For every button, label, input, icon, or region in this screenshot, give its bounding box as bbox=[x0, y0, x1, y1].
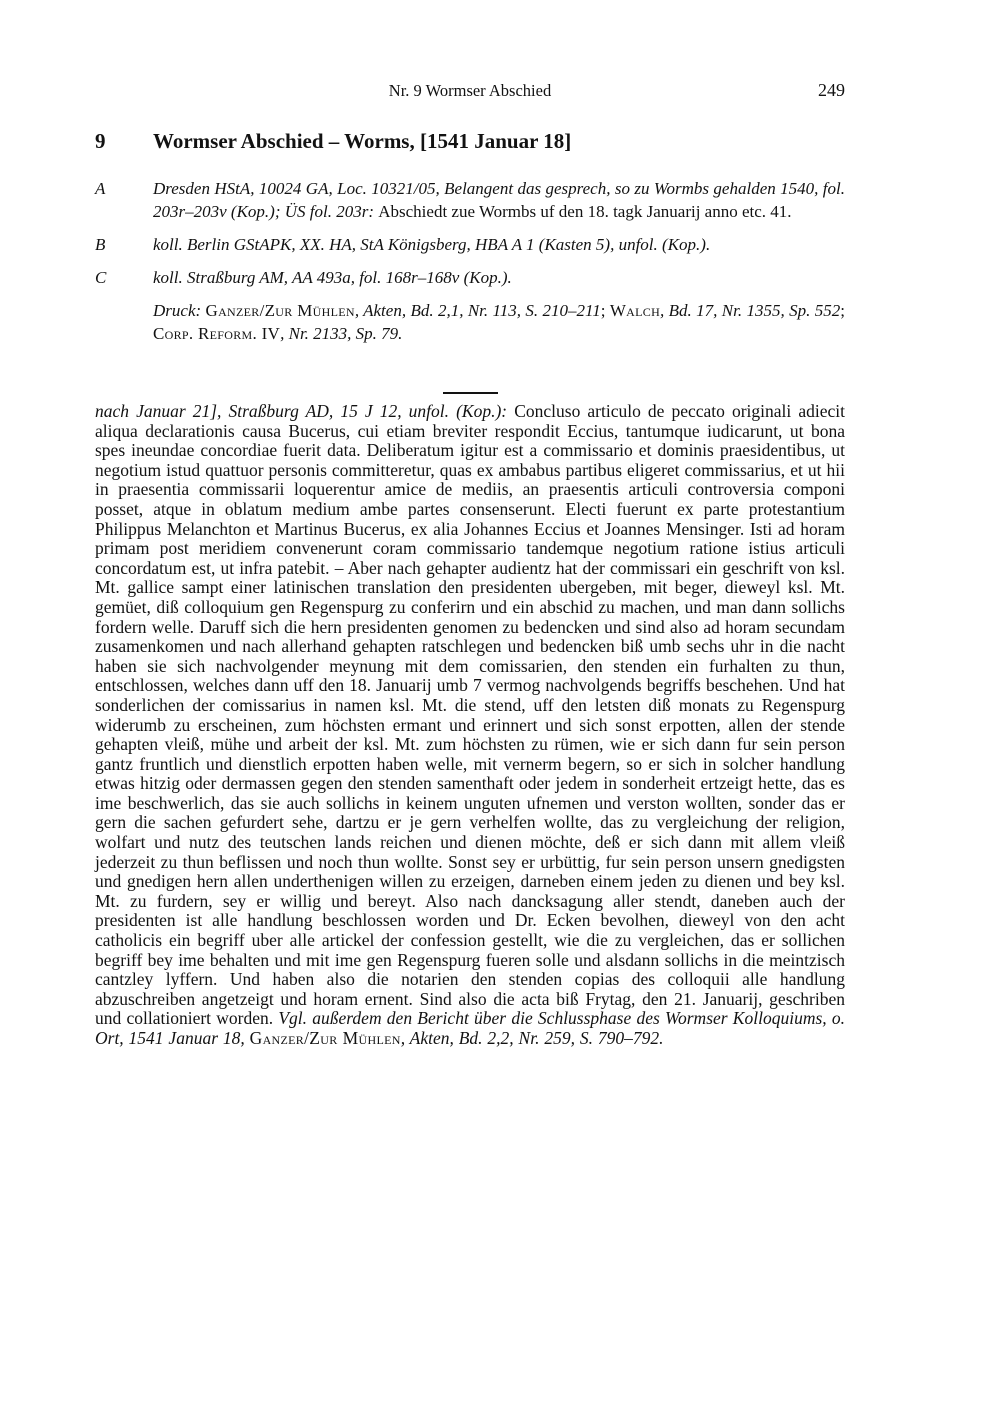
footnote-text: nach Januar 21], Straßburg AD, 15 J 12, unfol. (Kop.): Concluso articulo de peccato originali adiecit aliqua declarationis causa Bucerus, cui etiam breviter respondit Eccius, tantumque iudicarunt, ut bona spes ineundae concordiae fuerit data. Deliberatum igitur est a commissario et dominis praesidentibus, ut negotium istud quattuor personis committeretur, quas ex ambabus partibus eligeret commissarius, et ut hii in praesentia commissarii loquerentur amice de mediis, an praesentis articuli controversia componi posset, atque in oblatum medium ambe partes consenserunt. Electi fuerunt ex parte protestantium Philippus Melanchton et Martinus Bucerus, ex alia Johannes Eccius et Joannes Mensinger. Isti ad horam primam post meridiem convenerunt coram commissario tandemque negotium ratione istius articuli concordatum est, ut infra patebit. – Aber nach gehapter audientz hat der commissari ein geschrift von ksl. Mt. gallice sampt einer latinischen translation den presidenten ubergeben, mit beger, dieweyl ksl. Mt. gemüet, diß colloquium gen Regenspurg zu conferirn und ein abschid zu machen, und man dann sollichs fordern welle. Daruff sich die hern presidenten genomen zu bedencken und sind also ad horam secundam zusamenkomen und nach allerhand gehapten ratschlegen und bedencken biß umb sechs uhr in die nacht haben sie sich nachvolgender meynung mit dem comissarien, den stenden ein furhalten zu thun, entschlossen, welches dann uff den 18. Januarij umb 7 vermog nachvolgends begriffs beschehen. Und hat sonderlichen der comissarius in namen ksl. Mt. die stend, uff den letsten diß monats zu Regenspurg widerumb zu erscheinen, zum höchsten ermant und erinnert und sich sonst erpotten, allen der stende gehapten vleiß, mühe und arbeit der ksl. Mt. zum höchsten zu rümen, wie er sich dann fur sein person gantz fruntlich und dienstlich erpotten haben welle, mit vernerm begern, so er sich in solcher handlung etwas hitzig oder dermassen gegen den stenden samenthaft oder jedem in sonderheit ertzeigt hette, das es ime beschwerlich, das sie auch sollichs in keinem unguten ufnemen und verston wollten, sonder das er gern die sachen gefurdert sehe, dartzu er je gern verhelfen wollte, das zu vergleichung der religion, wolfart und nutz des teutschen lands reichen und dienen möchte, deß er sich dann mit allem vleiß jederzeit zu thun beflissen und noch thun wollte. Sonst sey er urbüttig, fur sein person unsern gnedigsten und gnedigen hern allen underthenigen willen zu erzeigen, darneben einem jeden zu dienen und bey ksl. Mt. zu furdern, sey er willig und bereyt. Also nach dancksagung aller stendt, daneben auch der presidenten ist alle handlung beschlossen worden und Dr. Ecken bevolhen, dieweyl von den acht catholicis ein begriff uber alle artickel der confession gestellt, wie die zu vergleichen, das er sollichen begriff bey ime behalten und mit ime gen Regenspurg fueren solle und alsdann sollichs in die meintzisch cantzley lyffern. Und haben also die notarien den stenden copias des colloquii alle handlung abzuschreiben angetzeigt und horam ernent. Sind also die acta biß Frytag, den 21. Januarij, geschriben und collationiert worden. Vgl. außerdem den Bericht über die Schlussphase des Wormser Kolloquiums, o. Ort, 1541 Januar 18, Ganzer/Zur Mühlen, Akten, Bd. 2,2, Nr. 259, S. 790–792. bbox=[95, 401, 845, 1048]
footnote-separator-rule bbox=[443, 392, 498, 394]
source-label: B bbox=[95, 235, 106, 254]
source-entry-b bbox=[95, 233, 845, 256]
section-heading bbox=[95, 128, 845, 154]
source-label: C bbox=[95, 268, 107, 287]
source-label: A bbox=[95, 179, 106, 198]
page-header bbox=[95, 80, 845, 101]
print-reference: Druck: Ganzer/Zur Mühlen, Akten, Bd. 2,1, Nr. 113, S. 210–211; Walch, Bd. 17, Nr. 1355, Sp. 552; Corp. Reform. IV, Nr. 2133, Sp. 79. bbox=[153, 301, 845, 343]
source-text: koll. Straßburg AM, AA 493a, fol. 168r–168v (Kop.). bbox=[153, 268, 512, 287]
source-text: koll. Berlin GStAPK, XX. HA, StA Königsberg, HBA A 1 (Kasten 5), unfol. (Kop.). bbox=[153, 235, 711, 254]
section-number: 9 bbox=[95, 129, 106, 153]
running-title: Nr. 9 Wormser Abschied bbox=[388, 81, 552, 100]
source-entry-a bbox=[95, 177, 845, 223]
source-list bbox=[95, 177, 845, 345]
section-title-text: Wormser Abschied – Worms, [1541 Januar 18] bbox=[153, 129, 572, 153]
source-entry-c bbox=[95, 266, 845, 289]
source-text: Dresden HStA, 10024 GA, Loc. 10321/05, Belangent das gesprech, so zu Wormbs gehalden 1540, fol. 203r–203v (Kop.); ÜS fol. 203r: Abschiedt zue Wormbs uf den 18. tagk Januarij anno etc. 41. bbox=[153, 179, 845, 221]
page-number: 249 bbox=[818, 80, 845, 100]
